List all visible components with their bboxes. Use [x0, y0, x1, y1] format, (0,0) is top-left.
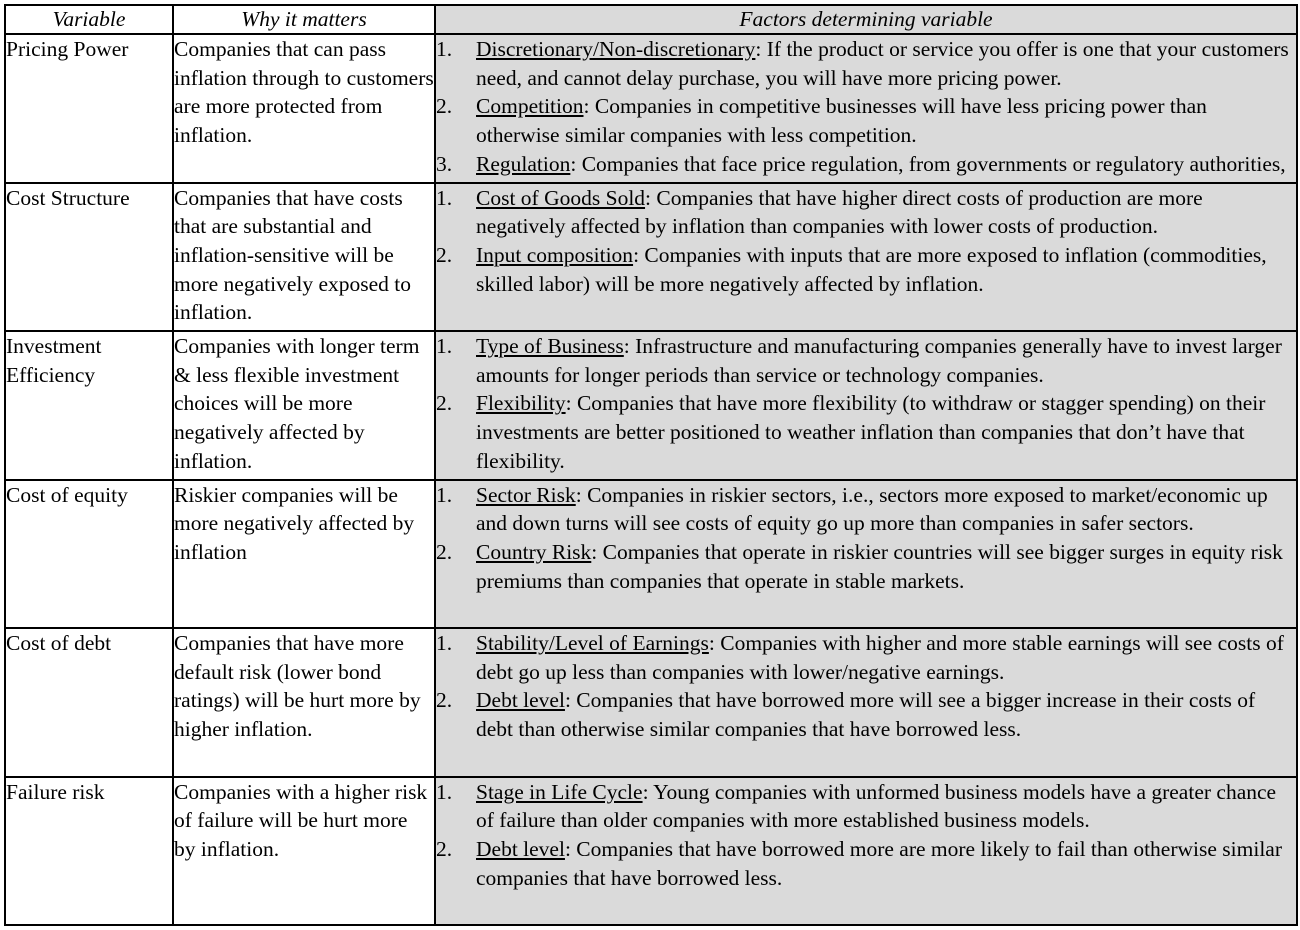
factor-item — [436, 241, 1296, 298]
why-cell — [173, 183, 435, 332]
why-cell — [173, 331, 435, 480]
factor-term: Cost of Goods Sold — [476, 185, 646, 210]
factor-item — [436, 686, 1296, 743]
why-text: Companies with longer term & less flexible investment choices will be more negatively affected by inflation. — [174, 334, 420, 473]
why-cell — [173, 777, 435, 926]
factor-term: Debt level — [476, 836, 565, 861]
factor-description: : Companies in competitive businesses will have less pricing power than otherwise similar companies with less competition. — [476, 94, 1207, 148]
table-row — [5, 777, 1297, 926]
why-text: Riskier companies will be more negatively affected by inflation — [174, 482, 415, 564]
variable-text: Cost of equity — [6, 482, 128, 507]
factors-cell — [435, 183, 1297, 332]
factor-item — [436, 332, 1296, 389]
factor-number: 2. — [436, 94, 453, 119]
factor-description: : Companies that have borrowed more will see a bigger increase in their costs of debt than otherwise similar companies that have borrowed less. — [476, 688, 1256, 742]
factor-term: Regulation — [476, 151, 571, 176]
factor-term: Stability/Level of Earnings — [476, 631, 709, 655]
table-row — [5, 183, 1297, 332]
factor-item — [436, 538, 1296, 595]
factor-item — [436, 150, 1296, 177]
factor-term: Debt level — [476, 688, 565, 713]
why-text: Companies that can pass inflation through to customers are more protected from inflation. — [174, 37, 434, 148]
factor-description: : Companies that have higher direct costs of production are more negatively affected by inflation than companies with lower costs of production. — [476, 185, 1203, 239]
factors-cell — [435, 331, 1297, 480]
factor-number: 2. — [436, 539, 453, 564]
variable-text: Investment Efficiency — [6, 334, 102, 387]
variable-cell — [5, 34, 173, 183]
why-text: Companies that have costs that are substantial and inflation-sensitive will be more negatively exposed to inflation. — [174, 185, 412, 325]
factor-description: : Companies in riskier sectors, i.e., sectors more exposed to market/economic up and down turns will see costs of equity go up more than companies in safer sectors. — [476, 482, 1268, 536]
factor-term: Sector Risk — [476, 482, 576, 507]
table-row — [5, 480, 1297, 629]
factor-number: 1. — [436, 631, 453, 655]
why-text: Companies that have more default risk (lower bond ratings) will be hurt more by higher inflation. — [174, 631, 421, 742]
factor-number: 3. — [436, 151, 453, 176]
factor-number: 1. — [436, 334, 453, 358]
why-cell — [173, 480, 435, 629]
variable-cell — [5, 628, 173, 777]
variable-text: Failure risk — [6, 779, 105, 804]
factor-number: 1. — [436, 185, 453, 210]
factor-description: : Companies with higher and more stable earnings will see costs of debt go up less than companies with lower/negative earnings. — [476, 631, 1284, 684]
factor-item — [436, 389, 1296, 474]
inflation-factors-table — [4, 4, 1298, 926]
variable-cell — [5, 480, 173, 629]
variable-text: Pricing Power — [6, 37, 129, 61]
variable-text: Cost of debt — [6, 631, 112, 655]
header-variable: Variable — [5, 5, 173, 34]
factor-description: : Companies that face price regulation, from governments or regulatory authorities, — [570, 151, 1286, 176]
variable-cell — [5, 183, 173, 332]
factor-number: 1. — [436, 37, 453, 61]
why-cell — [173, 628, 435, 777]
factor-item — [436, 629, 1296, 686]
table-row — [5, 331, 1297, 480]
factor-item — [436, 92, 1296, 149]
table-row — [5, 34, 1297, 183]
factor-term: Flexibility — [476, 391, 566, 416]
header-factors: Factors determining variable — [435, 5, 1297, 34]
header-row — [5, 5, 1297, 34]
variable-cell — [5, 331, 173, 480]
factor-term: Stage in Life Cycle — [476, 779, 643, 804]
factor-number: 2. — [436, 836, 453, 861]
factor-description: : If the product or service you offer is one that your customers need, and cannot delay purchase, you will have more pricing power. — [476, 37, 1289, 90]
factor-description: : Infrastructure and manufacturing companies generally have to invest larger amounts for longer periods than service or technology companies. — [476, 334, 1282, 387]
factor-number: 2. — [436, 688, 453, 713]
factor-term: Country Risk — [476, 539, 592, 564]
header-why-it-matters: Why it matters — [173, 5, 435, 34]
factor-description: : Companies that operate in riskier countries will see bigger surges in equity risk premiums than companies that operate in stable markets. — [476, 539, 1283, 593]
factor-description: : Companies with inputs that are more exposed to inflation (commodities, skilled labor) will be more negatively affected by inflation. — [476, 242, 1267, 296]
factor-number: 2. — [436, 242, 453, 267]
variable-cell — [5, 777, 173, 926]
factor-term: Discretionary/Non-discretionary — [476, 37, 756, 61]
factor-term: Competition — [476, 94, 584, 119]
factor-term: Input composition — [476, 242, 634, 267]
factors-cell — [435, 628, 1297, 777]
factor-description: : Young companies with unformed business models have a greater chance of failure than older companies with more established business models. — [476, 779, 1277, 833]
factor-term: Type of Business — [476, 334, 624, 358]
factor-description: : Companies that have borrowed more are more likely to fail than otherwise similar companies that have borrowed less. — [476, 836, 1283, 890]
factors-cell — [435, 480, 1297, 629]
variable-text: Cost Structure — [6, 185, 130, 210]
factor-item — [436, 35, 1296, 92]
factor-item — [436, 481, 1296, 538]
factors-cell — [435, 777, 1297, 926]
factor-number: 2. — [436, 391, 453, 416]
factor-number: 1. — [436, 482, 453, 507]
factor-item — [436, 778, 1296, 835]
factor-description: : Companies that have more flexibility (to withdraw or stagger spending) on their investments are better positioned to weather inflation than companies that don’t have that flexibility. — [476, 391, 1266, 473]
factor-item — [436, 835, 1296, 892]
why-text: Companies with a higher risk of failure will be hurt more by inflation. — [174, 779, 428, 861]
factor-number: 1. — [436, 779, 453, 804]
factors-cell — [435, 34, 1297, 183]
factor-item — [436, 184, 1296, 241]
table-row — [5, 628, 1297, 777]
why-cell — [173, 34, 435, 183]
